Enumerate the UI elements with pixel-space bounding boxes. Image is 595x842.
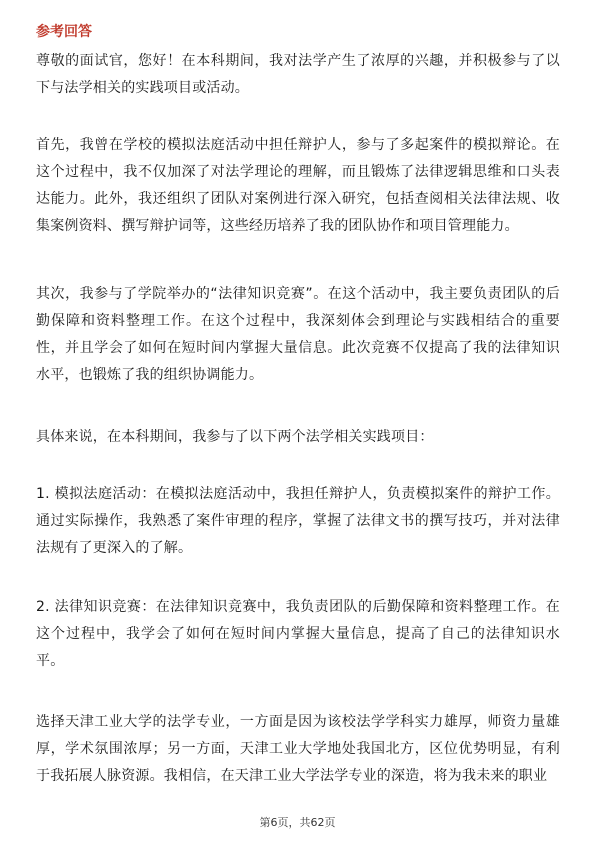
paragraph-first: 首先，我曾在学校的模拟法庭活动中担任辩护人，参与了多起案件的模拟辩论。在这个过程中，我不仅加深了对法学理论的理解，而且锻炼了法律逻辑思维和口头表达能力。此外，我还组织了团队对案例进行深入研究，包括查阅相关法律法规、收集案例资料、撰写辩护词等，这些经历培养了我的团队协作和项目管理能力。 [36,137,560,234]
paragraph-specifics: 具体来说，在本科期间，我参与了以下两个法学相关实践项目： [36,429,434,445]
page-number-footer: 第6页，共62页 [259,816,336,829]
paragraph-second: 其次，我参与了学院举办的“法律知识竞赛”。在这个活动中，我主要负责团队的后勤保障和资料整理工作。在这个过程中，我深刻体会到理论与实践相结合的重要性，并且学会了如何在短时间内掌握大量信息。此次竞赛不仅提高了我的法律知识水平，也锻炼了我的组织协调能力。 [36,286,560,383]
paragraph-university-choice: 选择天津工业大学的法学专业，一方面是因为该校法学学科实力雄厚，师资力量雄厚，学术氛围浓厚；另一方面，天津工业大学地处我国北方，区位优势明显，有利于我拓展人脉资源。我相信，在天津工业大学法学专业的深造，将为我未来的职业 [36,714,560,784]
list-item-moot-court: 1. 模拟法庭活动：在模拟法庭活动中，我担任辩护人，负责模拟案件的辩护工作。通过实际操作，我熟悉了案件审理的程序，掌握了法律文书的撰写技巧，并对法律法规有了更深入的了解。 [36,486,560,556]
section-heading: 参考回答 [36,24,92,40]
list-item-law-competition: 2. 法律知识竞赛：在法律知识竞赛中，我负责团队的后勤保障和资料整理工作。在这个过程中，我学会了如何在短时间内掌握大量信息，提高了自己的法律知识水平。 [36,599,560,669]
paragraph-intro: 尊敬的面试官，您好！在本科期间，我对法学产生了浓厚的兴趣，并积极参与了以下与法学相关的实践项目或活动。 [36,53,560,96]
